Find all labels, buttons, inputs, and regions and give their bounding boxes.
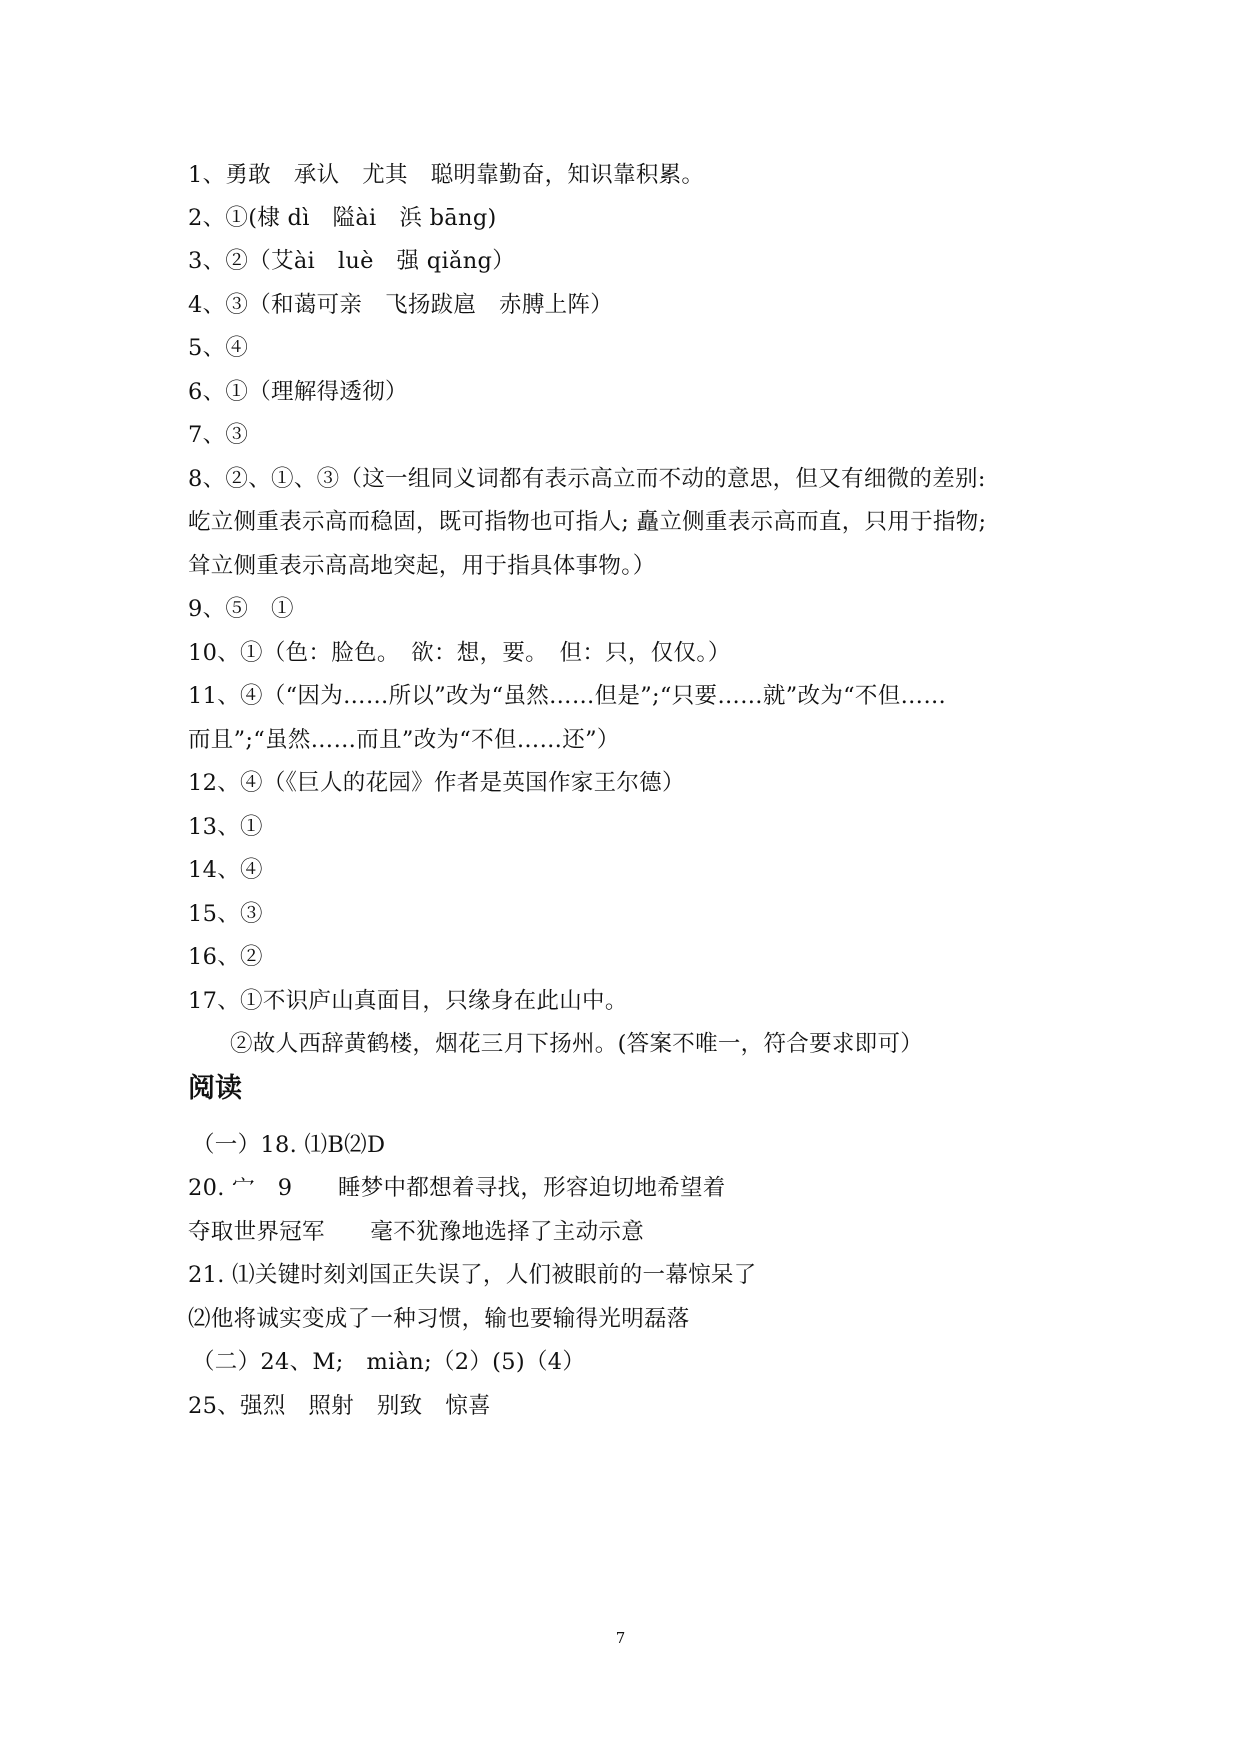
- reading-line-25: 25、强烈 照射 别致 惊喜: [188, 1393, 491, 1419]
- answer-line-1: 1、勇敢 承认 尤其 聪明靠勤奋，知识靠积累。: [188, 162, 705, 188]
- reading-line-20: 20. 宀 9 睡梦中都想着寻找，形容迫切地希望着: [188, 1175, 726, 1201]
- answer-line-11: 11、④（“因为……所以”改为“虽然……但是”;“只要……就”改为“不但……: [188, 683, 947, 709]
- answer-line-8: 8、②、①、③（这一组同义词都有表示高立而不动的意思，但又有细微的差别:: [188, 466, 986, 492]
- answer-line-10: 10、①（色：脸色。 欲：想，要。 但：只，仅仅。）: [188, 640, 731, 666]
- answer-line-8-cont-2: 耸立侧重表示高高地突起，用于指具体事物。）: [188, 553, 656, 579]
- answer-line-8-cont-1: 屹立侧重表示高而稳固，既可指物也可指人; 矗立侧重表示高而直，只用于指物;: [188, 509, 987, 535]
- answer-line-17-part-2: ②故人西辞黄鹤楼，烟花三月下扬州。(答案不唯一，符合要求即可）: [230, 1031, 924, 1057]
- answer-line-4: 4、③（和蔼可亲 飞扬跋扈 赤膊上阵）: [188, 292, 614, 318]
- reading-line-18: （一）18. ⑴B⑵D: [192, 1132, 386, 1158]
- reading-line-21: 21. ⑴关键时刻刘国正失误了，人们被眼前的一幕惊呆了: [188, 1262, 757, 1288]
- answer-line-16: 16、②: [188, 944, 263, 970]
- answer-line-13: 13、①: [188, 814, 263, 840]
- answer-line-6: 6、①（理解得透彻）: [188, 379, 408, 405]
- page-number: 7: [615, 1629, 626, 1647]
- answer-line-17: 17、①不识庐山真面目，只缘身在此山中。: [188, 988, 628, 1014]
- answer-line-11-cont: 而且”;“虽然……而且”改为“不但……还”）: [188, 727, 620, 753]
- reading-line-24: （二）24、M; miàn;（2）(5)（4）: [192, 1349, 586, 1375]
- reading-line-21-part-2: ⑵他将诚实变成了一种习惯，输也要输得光明磊落: [188, 1306, 690, 1332]
- answer-line-14: 14、④: [188, 857, 263, 883]
- answer-line-2: 2、①(棣 dì 隘ài 浜 bāng): [188, 205, 497, 231]
- answer-line-7: 7、③: [188, 422, 249, 448]
- section-heading-reading: 阅读: [188, 1073, 242, 1104]
- answer-line-5: 5、④: [188, 335, 249, 361]
- reading-line-20-cont: 夺取世界冠军 毫不犹豫地选择了主动示意: [188, 1219, 645, 1245]
- answer-line-9: 9、⑤ ①: [188, 596, 294, 622]
- answer-line-15: 15、③: [188, 901, 263, 927]
- answer-line-3: 3、②（艾ài luè 强 qiǎng）: [188, 248, 515, 274]
- answer-line-12: 12、④（《巨人的花园》作者是英国作家王尔德）: [188, 770, 685, 796]
